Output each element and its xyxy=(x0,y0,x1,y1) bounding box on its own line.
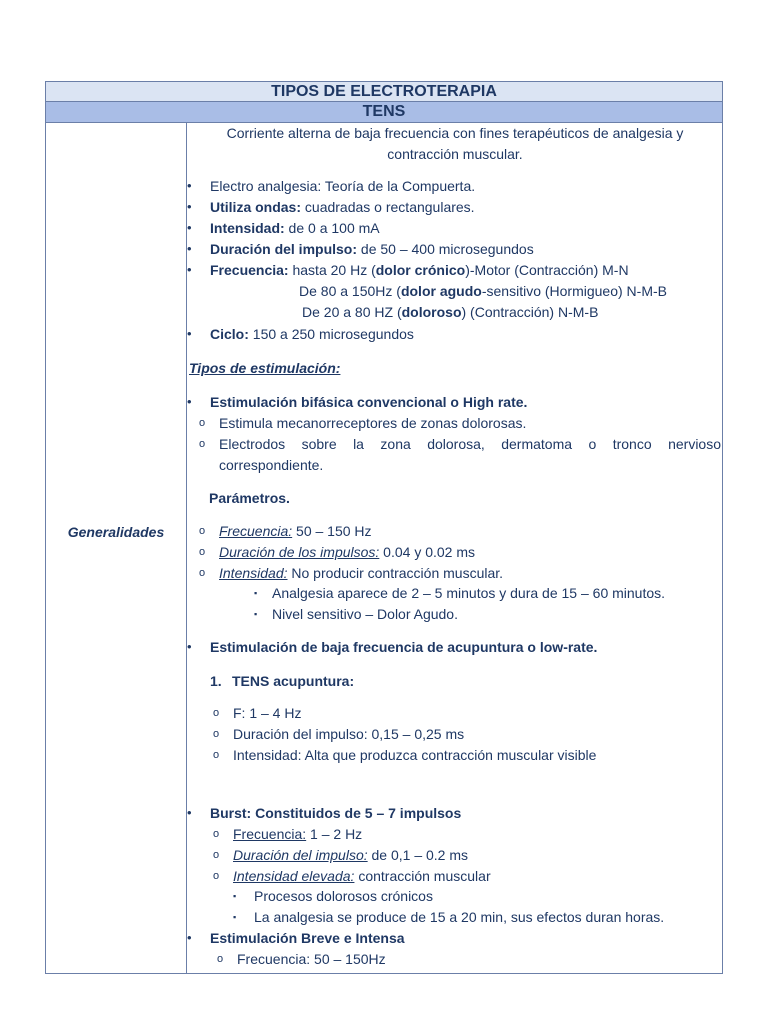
burst-frecuencia xyxy=(233,825,362,843)
acupuntura-item-3: Intensidad: Alta que produzca contracción muscular visible xyxy=(233,747,597,763)
lowrate-title: Estimulación de baja frecuencia de acupuntura o low-rate. xyxy=(210,639,598,655)
burst-label: Intensidad elevada: xyxy=(233,868,355,884)
bullet-emphasis: dolor crónico xyxy=(375,262,466,278)
bullet-ondas xyxy=(210,198,475,216)
bullet-marker: • xyxy=(187,178,192,193)
word: o xyxy=(588,436,597,452)
content-cell xyxy=(187,123,723,973)
bullet-intensidad xyxy=(210,219,380,237)
acupuntura-item-2: Duración del impulso: 0,15 – 0,25 ms xyxy=(233,726,465,742)
param-label: Frecuencia: xyxy=(219,523,293,539)
intro-line-1: Corriente alterna de baja frecuencia con fines terapéuticos de analgesia y xyxy=(226,125,684,141)
bullet-marker: • xyxy=(187,639,192,654)
word: la xyxy=(353,436,364,452)
word: dolorosa, xyxy=(427,436,485,452)
circle-marker: o xyxy=(213,870,220,882)
bullet-text: De 20 a 80 HZ ( xyxy=(302,304,402,320)
bullet-text: )-Motor (Contracción) M-N xyxy=(465,262,629,278)
word: tronco xyxy=(612,436,652,452)
word: nervioso xyxy=(668,436,721,452)
bullet-marker: • xyxy=(187,805,192,820)
bullet-emphasis: doloroso xyxy=(401,304,462,320)
intensidad-sub-1: Analgesia aparece de 2 – 5 minutos y dura de 15 – 60 minutos. xyxy=(272,585,666,601)
bullet-emphasis: dolor agudo xyxy=(400,283,482,299)
bullet-marker: • xyxy=(187,241,192,256)
square-marker: ▪ xyxy=(254,609,258,619)
bullet-marker: • xyxy=(187,930,192,945)
bullet-marker: • xyxy=(187,199,192,214)
burst-label: Frecuencia: xyxy=(233,826,307,842)
bullet-label: Duración del impulso: xyxy=(210,241,358,257)
table-subtitle: TENS xyxy=(45,102,723,123)
table-title: TIPOS DE ELECTROTERAPIA xyxy=(45,81,723,102)
bullet-text: hasta 20 Hz ( xyxy=(288,262,376,278)
burst-sub-2: La analgesia se produce de 15 a 20 min, sus efectos duran horas. xyxy=(254,909,665,925)
row-header-cell xyxy=(46,123,187,973)
bullet-label: Ciclo: xyxy=(210,326,249,342)
table-body-row xyxy=(45,123,723,974)
breve-item-1: Frecuencia: 50 – 150Hz xyxy=(237,951,386,967)
circle-marker: o xyxy=(213,749,220,761)
circle-marker: o xyxy=(199,438,206,450)
burst-label: Duración del impulso: xyxy=(233,847,368,863)
param-frecuencia xyxy=(219,522,372,540)
bullet-text: De 80 a 150Hz ( xyxy=(299,283,401,299)
bullet-label: Intensidad: xyxy=(210,220,285,236)
document-table xyxy=(45,81,723,974)
bullet-label: Frecuencia: xyxy=(210,262,289,278)
tipos-heading: Tipos de estimulación: xyxy=(189,360,341,376)
burst-text: de 0,1 – 0.2 ms xyxy=(367,847,469,863)
circle-marker: o xyxy=(199,546,206,558)
bullet-text: ) (Contracción) N-M-B xyxy=(461,304,599,320)
bullet-frecuencia xyxy=(210,261,629,279)
intro-line-2: contracción muscular. xyxy=(387,146,523,162)
circle-marker: o xyxy=(217,953,224,965)
word: zona xyxy=(380,436,411,452)
circle-marker: o xyxy=(213,828,220,840)
bullet-electroanalgesia: Electro analgesia: Teoría de la Compuerta. xyxy=(210,178,476,194)
bullet-text: cuadradas o rectangulares. xyxy=(301,199,475,215)
param-label: Intensidad: xyxy=(219,565,288,581)
burst-sub-1: Procesos dolorosos crónicos xyxy=(254,888,433,904)
word: sobre xyxy=(301,436,337,452)
bullet-marker: • xyxy=(187,220,192,235)
bullet-marker: • xyxy=(187,394,192,409)
bullet-ciclo xyxy=(210,325,414,343)
bullet-text: de 0 a 100 mA xyxy=(284,220,380,236)
row-header-label: Generalidades xyxy=(67,524,165,540)
breve-title: Estimulación Breve e Intensa xyxy=(210,930,405,946)
word: dermatoma xyxy=(501,436,573,452)
burst-text: contracción muscular xyxy=(354,868,491,884)
square-marker: ▪ xyxy=(233,912,237,922)
bullet-marker: • xyxy=(187,262,192,277)
burst-intensidad xyxy=(233,867,491,885)
bullet-duracion xyxy=(210,240,534,258)
frecuencia-line-2 xyxy=(299,282,667,300)
tens-acupuntura-number: 1. xyxy=(210,673,222,689)
square-marker: ▪ xyxy=(233,891,237,901)
burst-title: Burst: Constituidos de 5 – 7 impulsos xyxy=(210,805,462,821)
acupuntura-item-1: F: 1 – 4 Hz xyxy=(233,705,302,721)
param-label: Duración de los impulsos: xyxy=(219,544,380,560)
bullet-label: Utiliza ondas: xyxy=(210,199,302,215)
param-text: No producir contracción muscular. xyxy=(287,565,504,581)
intensidad-sub-2: Nivel sensitivo – Dolor Agudo. xyxy=(272,606,458,622)
param-duracion xyxy=(219,543,475,561)
frecuencia-line-3 xyxy=(302,303,598,321)
circle-marker: o xyxy=(213,728,220,740)
circle-marker: o xyxy=(199,567,206,579)
burst-duracion xyxy=(233,846,468,864)
circle-marker: o xyxy=(213,849,220,861)
bullet-text: -sensitivo (Hormigueo) N-M-B xyxy=(481,283,667,299)
param-intensidad xyxy=(219,564,503,582)
bullet-marker: • xyxy=(187,326,192,341)
param-text: 0.04 y 0.02 ms xyxy=(379,544,476,560)
bullet-text: 150 a 250 microsegundos xyxy=(248,326,414,342)
bifasica-title: Estimulación bifásica convencional o High rate. xyxy=(210,394,528,410)
parametros-heading: Parámetros. xyxy=(209,490,290,506)
circle-marker: o xyxy=(199,525,206,537)
square-marker: ▪ xyxy=(254,588,258,598)
bullet-text: de 50 – 400 microsegundos xyxy=(357,241,534,257)
param-text: 50 – 150 Hz xyxy=(292,523,372,539)
burst-text: 1 – 2 Hz xyxy=(306,826,363,842)
intro-paragraph xyxy=(195,123,715,165)
circle-marker: o xyxy=(213,707,220,719)
word: Electrodos xyxy=(219,436,286,452)
bifasica-item-1: Estimula mecanorreceptores de zonas dolorosas. xyxy=(219,415,527,431)
bifasica-item-2 xyxy=(219,435,721,453)
tens-acupuntura-title: TENS acupuntura: xyxy=(232,673,355,689)
circle-marker: o xyxy=(199,417,206,429)
bifasica-item-2-cont: correspondiente. xyxy=(219,457,324,473)
